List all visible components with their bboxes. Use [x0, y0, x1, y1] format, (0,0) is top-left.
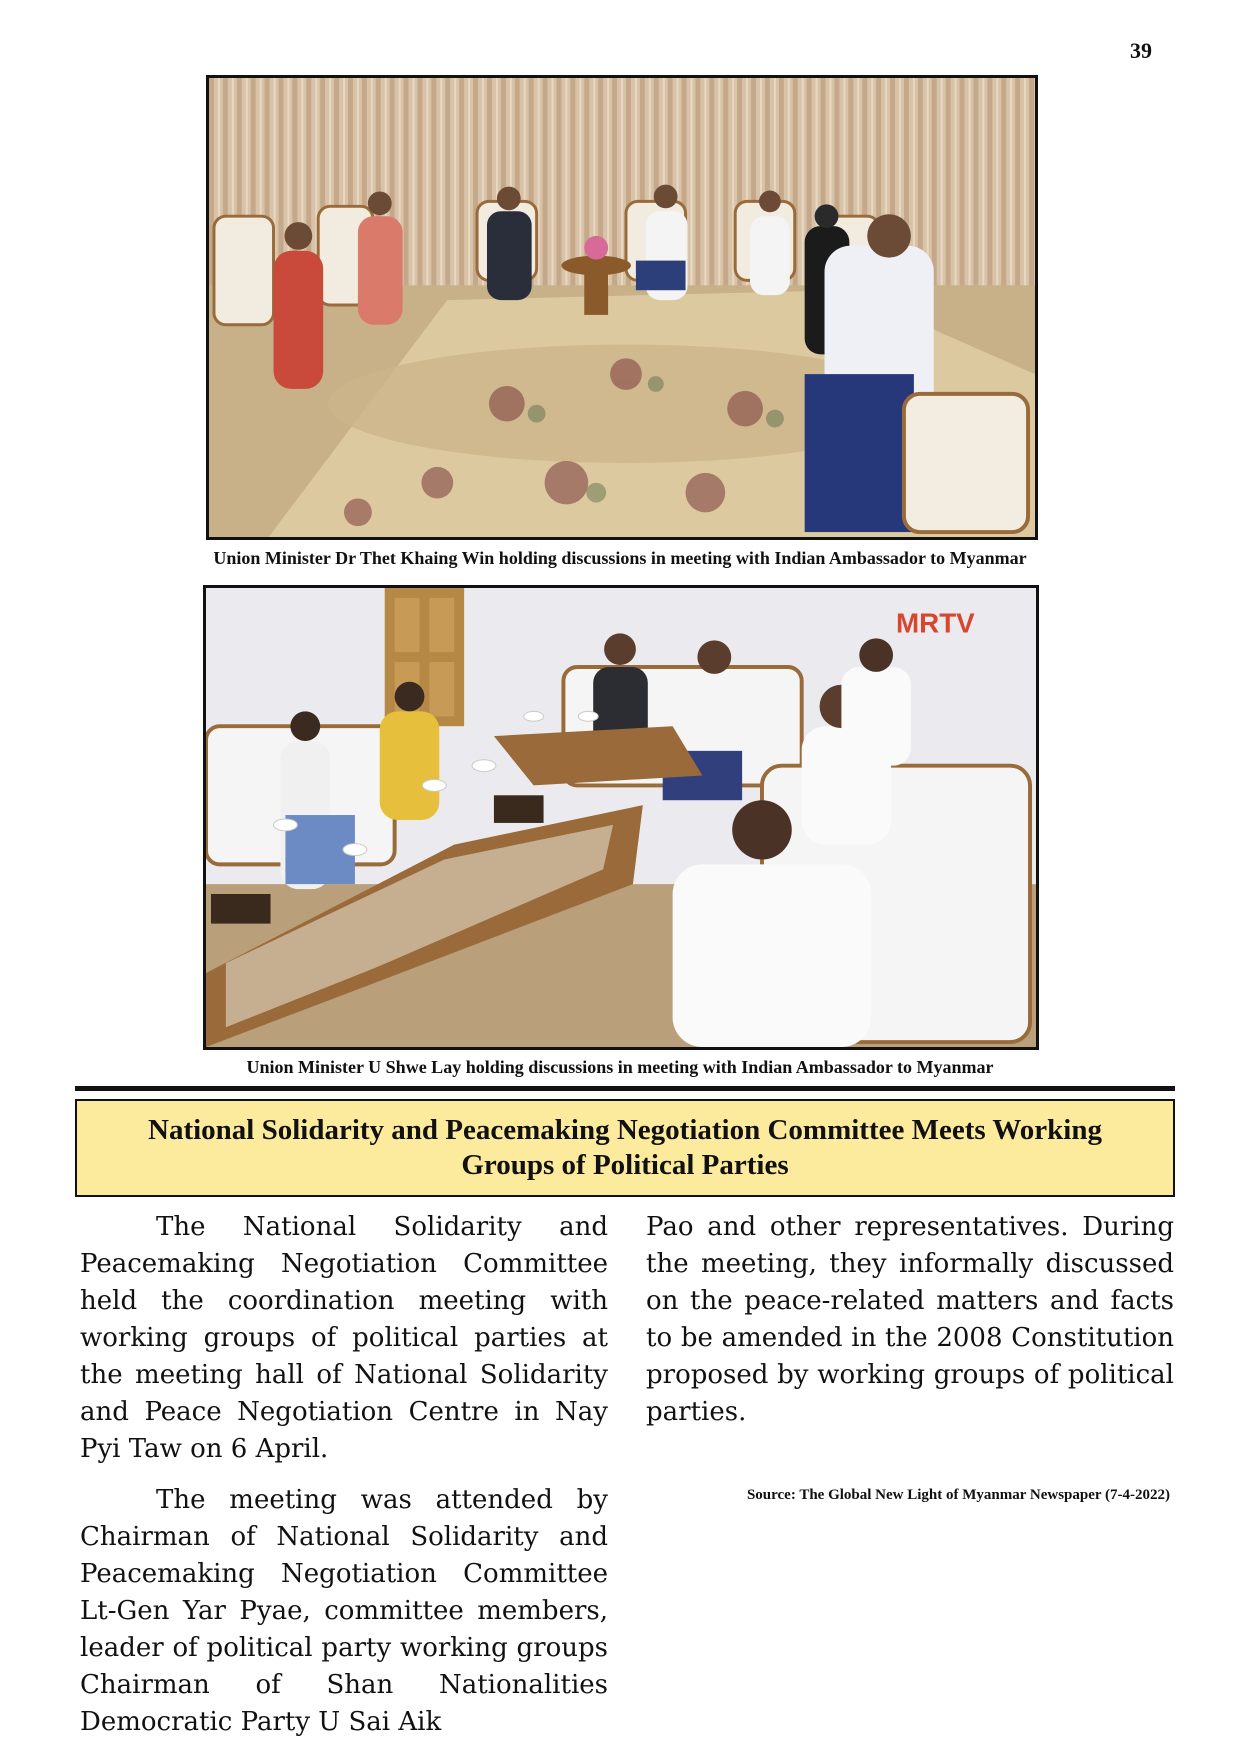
page-number: 39 — [1130, 38, 1152, 63]
article-paragraph: The National Solidarity and Peacemaking Negotiation Committee held the coordination meeting with working groups of political parties at the meeting hall of National Solidarity and Peace Negotiation Centre in Nay Pyi Taw on 6 April. — [80, 1212, 608, 1464]
meeting-photo-1 — [206, 75, 1038, 540]
photo-2-caption: Union Minister U Shwe Lay holding discussions in meeting with Indian Ambassador to Myanmar — [246, 1057, 994, 1077]
article-source: Source: The Global New Light of Myanmar Newspaper (7-4-2022) — [746, 1487, 1170, 1503]
article-column-right — [646, 1209, 1174, 1445]
article-title: National Solidarity and Peacemaking Negotiation Committee Meets Working Groups of Political Parties — [148, 1114, 1102, 1181]
mrtv-logo: MRTV — [896, 607, 975, 639]
meeting-photo-2 — [203, 585, 1039, 1050]
article-paragraph: Pao and other representatives. During the meeting, they informally discussed on the peace-related matters and facts to be amended in the 2008 Constitution proposed by working groups of political parties. — [646, 1212, 1174, 1427]
section-divider — [75, 1086, 1175, 1091]
article-paragraph: The meeting was attended by Chairman of National Solidarity and Peacemaking Negotiation Committee Lt-Gen Yar Pyae, committee members, leader of political party working groups Chairman of Shan Nationalities Democratic Party U Sai Aik — [80, 1485, 608, 1737]
photo-1-caption: Union Minister Dr Thet Khaing Win holding discussions in meeting with Indian Ambassador to Myanmar — [213, 548, 1027, 568]
article-title-box — [75, 1099, 1175, 1197]
article-column-left — [80, 1209, 608, 1755]
